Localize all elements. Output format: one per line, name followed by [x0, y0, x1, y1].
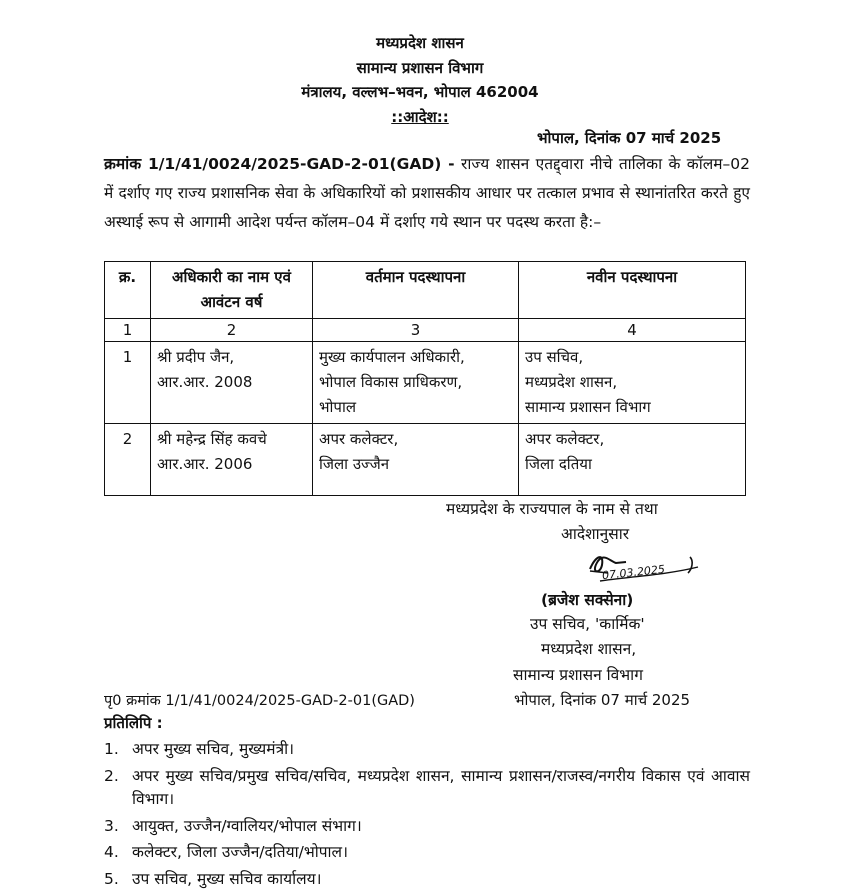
order-body: राज्य शासन एतद्द्वारा नीचे तालिका के कॉलम–02 में दर्शाए गए राज्य प्रशासनिक सेवा के अधिकारियों को प्रशासकीय आधार पर तत्काल प्रभाव से स्थानांतरित करते हुए अस्थाई रूप से आगामी आदेश पर्यन्त कॉलम–04 में दर्शाए गये स्थान पर पदस्थ करता है:–	[104, 155, 750, 231]
column-number: 2	[151, 319, 313, 342]
list-number: 2.	[104, 766, 119, 785]
header-sn: क्र.	[105, 262, 151, 319]
list-number: 5.	[104, 869, 119, 888]
list-text: अपर मुख्य सचिव, मुख्यमंत्री।	[132, 740, 295, 758]
officer-name: श्री महेन्द्र सिंह कवचे	[157, 430, 267, 448]
column-number: 1	[105, 319, 151, 342]
list-text: कलेक्टर, जिला उज्जैन/दतिया/भोपाल।	[132, 843, 348, 861]
list-item	[104, 841, 750, 865]
header-current-posting: वर्तमान पदस्थापना	[313, 262, 519, 319]
endorsement-date: भोपाल, दिनांक 07 मार्च 2025	[514, 691, 691, 709]
list-number: 3.	[104, 816, 119, 835]
header-officer: अधिकारी का नाम एवं आवंटन वर्ष	[151, 262, 313, 319]
row-new-posting	[519, 342, 746, 424]
posting-line: अपर कलेक्टर,	[525, 430, 605, 448]
order-heading: ::आदेश::	[391, 108, 449, 126]
list-item	[104, 868, 750, 892]
header-address: मंत्रालय, वल्लभ–भवन, भोपाल 462004	[301, 83, 539, 101]
posting-line: जिला उज्जैन	[319, 455, 390, 473]
column-number: 3	[313, 319, 519, 342]
signatory-name: (ब्रजेश सक्सेना)	[541, 591, 634, 609]
posting-line: भोपाल विकास प्राधिकरण,	[319, 373, 463, 391]
header-government: मध्यप्रदेश शासन	[376, 34, 464, 52]
column-number: 4	[519, 319, 746, 342]
row-current-posting	[313, 424, 519, 496]
list-text: आयुक्त, उज्जैन/ग्वालियर/भोपाल संभाग।	[132, 816, 362, 835]
officer-batch: आर.आर. 2008	[157, 373, 253, 391]
handwritten-date: 07.03.2025	[601, 562, 666, 583]
posting-line: उप सचिव,	[525, 348, 584, 366]
table-row	[105, 424, 746, 496]
row-sn: 1	[105, 342, 151, 424]
order-date: भोपाल, दिनांक 07 मार्च 2025	[537, 129, 722, 147]
officer-name: श्री प्रदीप जैन,	[157, 348, 235, 366]
posting-line: मुख्य कार्यपालन अधिकारी,	[319, 348, 465, 366]
table-row	[105, 342, 746, 424]
signatory-designation: उप सचिव, 'कार्मिक'	[530, 615, 645, 633]
posting-line: अपर कलेक्टर,	[319, 430, 399, 448]
list-item	[104, 815, 750, 839]
authority-line: मध्यप्रदेश के राज्यपाल के नाम से तथा	[446, 500, 658, 518]
officer-batch: आर.आर. 2006	[157, 455, 253, 473]
row-current-posting	[313, 342, 519, 424]
endorsement-ref: पृ0 क्रमांक 1/1/41/0024/2025-GAD-2-01(GAD)	[104, 693, 415, 709]
list-number: 1.	[104, 740, 119, 758]
row-sn: 2	[105, 424, 151, 496]
posting-line: मध्यप्रदेश शासन,	[525, 373, 618, 391]
transfer-table	[104, 261, 746, 496]
posting-line: सामान्य प्रशासन विभाग	[525, 398, 651, 416]
posting-line: भोपाल	[319, 398, 357, 416]
row-new-posting	[519, 424, 746, 496]
as-ordered-line: आदेशानुसार	[561, 525, 630, 543]
signatory-department: सामान्य प्रशासन विभाग	[513, 666, 643, 684]
table-header-row	[105, 262, 746, 319]
list-item	[104, 738, 750, 762]
list-number: 4.	[104, 843, 119, 861]
list-text: अपर मुख्य सचिव/प्रमुख सचिव/सचिव, मध्यप्रदेश शासन, सामान्य प्रशासन/राजस्व/नगरीय विकास एवं आवास विभाग।	[132, 766, 750, 808]
list-text: उप सचिव, मुख्य सचिव कार्यालय।	[132, 869, 322, 888]
row-officer	[151, 424, 313, 496]
header-new-posting: नवीन पदस्थापना	[519, 262, 746, 319]
column-number-row	[105, 319, 746, 342]
row-officer	[151, 342, 313, 424]
order-reference: क्रमांक 1/1/41/0024/2025-GAD-2-01(GAD) -	[104, 155, 455, 173]
header-department: सामान्य प्रशासन विभाग	[356, 59, 484, 77]
posting-line: जिला दतिया	[525, 455, 592, 473]
copy-list	[104, 738, 750, 894]
signatory-office: मध्यप्रदेश शासन,	[541, 640, 637, 658]
list-item	[104, 765, 750, 812]
order-paragraph	[104, 150, 750, 237]
copy-heading: प्रतिलिपि :	[104, 714, 163, 732]
